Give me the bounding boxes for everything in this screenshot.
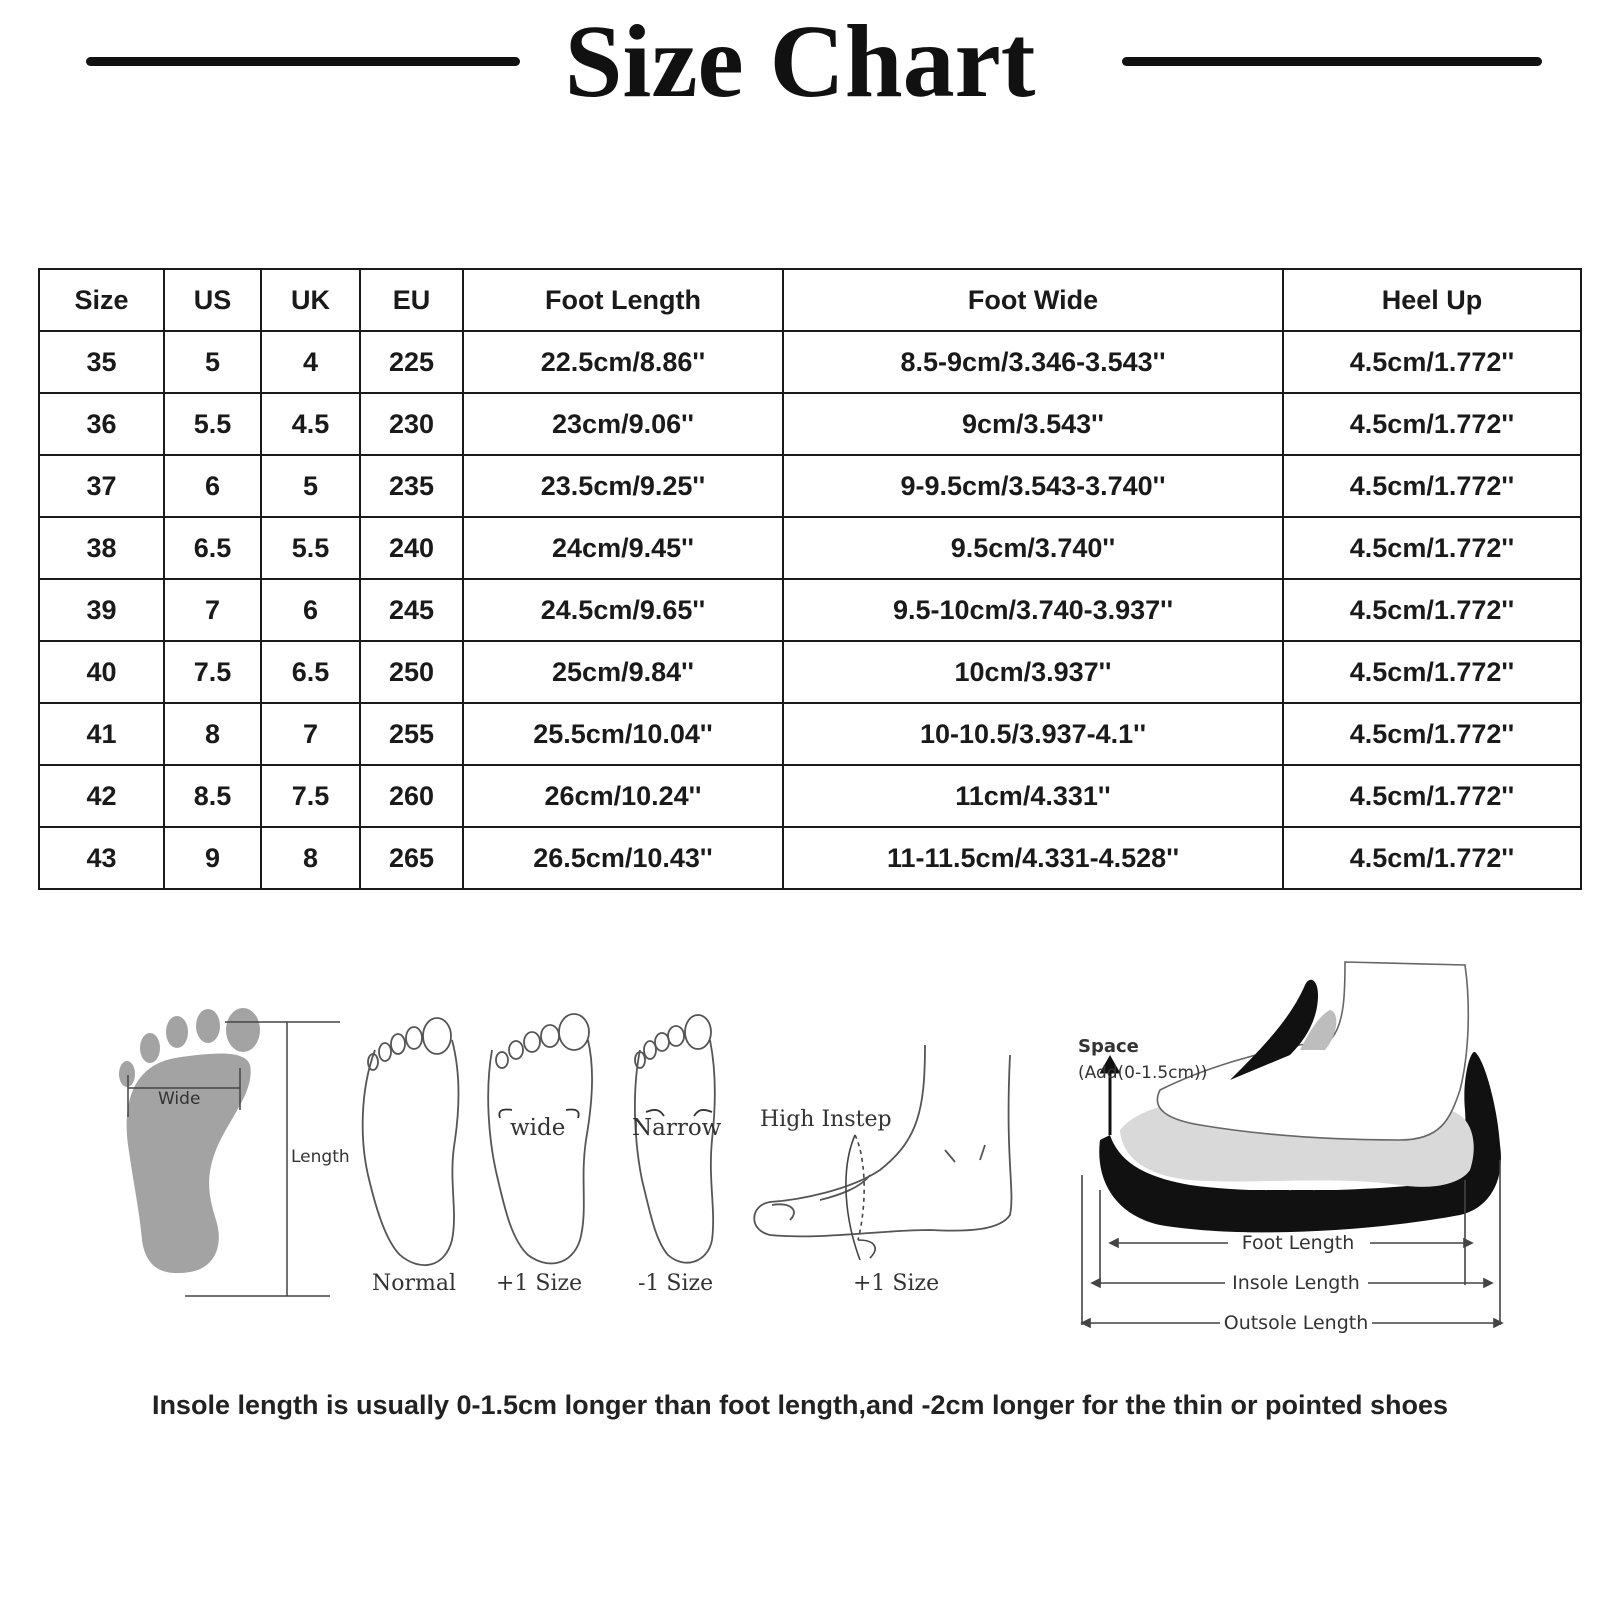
cell-size: 42 — [39, 765, 164, 827]
cell-uk: 4.5 — [261, 393, 360, 455]
plus-one-size-label: +1 Size — [496, 1271, 583, 1296]
footprint-icon — [119, 1008, 260, 1273]
cell-us: 8.5 — [164, 765, 261, 827]
table-row — [39, 455, 1581, 517]
cell-eu: 225 — [360, 331, 463, 393]
cell-eu: 240 — [360, 517, 463, 579]
cell-eu: 245 — [360, 579, 463, 641]
cell-size: 43 — [39, 827, 164, 889]
table-row — [39, 765, 1581, 827]
cell-heel-up: 4.5cm/1.772'' — [1283, 517, 1581, 579]
cell-size: 35 — [39, 331, 164, 393]
cell-foot-wide: 9-9.5cm/3.543-3.740'' — [783, 455, 1283, 517]
cell-size: 37 — [39, 455, 164, 517]
cell-eu: 250 — [360, 641, 463, 703]
cell-heel-up: 4.5cm/1.772'' — [1283, 765, 1581, 827]
cell-uk: 7 — [261, 703, 360, 765]
cell-foot-length: 26cm/10.24'' — [463, 765, 783, 827]
outsole-length-label: Outsole Length — [1223, 1312, 1369, 1334]
header-heel-up: Heel Up — [1283, 269, 1581, 331]
cell-size: 38 — [39, 517, 164, 579]
cell-heel-up: 4.5cm/1.772'' — [1283, 579, 1581, 641]
cell-uk: 6.5 — [261, 641, 360, 703]
cell-foot-length: 23.5cm/9.25'' — [463, 455, 783, 517]
cell-us: 6.5 — [164, 517, 261, 579]
instep-strap-icon — [846, 1135, 875, 1260]
space-label: Space — [1078, 1036, 1139, 1057]
cell-uk: 5 — [261, 455, 360, 517]
cell-eu: 235 — [360, 455, 463, 517]
cell-foot-length: 25.5cm/10.04'' — [463, 703, 783, 765]
table-row — [39, 641, 1581, 703]
table-row — [39, 827, 1581, 889]
cell-size: 41 — [39, 703, 164, 765]
minus-one-size-label: -1 Size — [638, 1271, 714, 1296]
header-us: US — [164, 269, 261, 331]
cell-uk: 4 — [261, 331, 360, 393]
cell-foot-wide: 8.5-9cm/3.346-3.543'' — [783, 331, 1283, 393]
cell-us: 9 — [164, 827, 261, 889]
measurement-diagrams — [0, 940, 1600, 1360]
cell-foot-length: 24cm/9.45'' — [463, 517, 783, 579]
cell-foot-wide: 11-11.5cm/4.331-4.528'' — [783, 827, 1283, 889]
cell-heel-up: 4.5cm/1.772'' — [1283, 641, 1581, 703]
cell-size: 36 — [39, 393, 164, 455]
insole-length-label: Insole Length — [1232, 1272, 1360, 1294]
diagram-canvas — [0, 940, 1600, 1360]
header-eu: EU — [360, 269, 463, 331]
table-header-row — [39, 269, 1581, 331]
cell-size: 39 — [39, 579, 164, 641]
wide-foot-label: wide — [510, 1115, 566, 1141]
insole-footnote: Insole length is usually 0-1.5cm longer than foot length,and -2cm longer for the thin or pointed shoes — [151, 1390, 1449, 1420]
cell-heel-up: 4.5cm/1.772'' — [1283, 393, 1581, 455]
title-rule-right — [1122, 57, 1542, 66]
table-row — [39, 393, 1581, 455]
normal-foot-icon — [363, 1018, 459, 1265]
cell-eu: 230 — [360, 393, 463, 455]
cell-foot-length: 24.5cm/9.65'' — [463, 579, 783, 641]
shoe-section-icon — [1099, 962, 1501, 1232]
wide-label: Wide — [158, 1089, 201, 1109]
cell-foot-wide: 10cm/3.937'' — [783, 641, 1283, 703]
cell-heel-up: 4.5cm/1.772'' — [1283, 331, 1581, 393]
foot-length-label: Foot Length — [1241, 1232, 1355, 1254]
cell-foot-wide: 10-10.5/3.937-4.1'' — [783, 703, 1283, 765]
plus-one-size-instep-label: +1 Size — [853, 1271, 940, 1296]
cell-foot-wide: 9cm/3.543'' — [783, 393, 1283, 455]
header-uk: UK — [261, 269, 360, 331]
cell-eu: 255 — [360, 703, 463, 765]
normal-label: Normal — [372, 1271, 457, 1296]
table-row — [39, 331, 1581, 393]
cell-foot-wide: 11cm/4.331'' — [783, 765, 1283, 827]
header-foot-wide: Foot Wide — [783, 269, 1283, 331]
table-row — [39, 703, 1581, 765]
cell-us: 8 — [164, 703, 261, 765]
cell-uk: 5.5 — [261, 517, 360, 579]
cell-uk: 7.5 — [261, 765, 360, 827]
cell-uk: 8 — [261, 827, 360, 889]
cell-foot-wide: 9.5-10cm/3.740-3.937'' — [783, 579, 1283, 641]
high-instep-foot-icon — [754, 1045, 1011, 1236]
size-table — [38, 268, 1582, 890]
cell-foot-length: 25cm/9.84'' — [463, 641, 783, 703]
cell-foot-wide: 9.5cm/3.740'' — [783, 517, 1283, 579]
length-label: Length — [291, 1147, 350, 1167]
header-size: Size — [39, 269, 164, 331]
cell-uk: 6 — [261, 579, 360, 641]
table-row — [39, 517, 1581, 579]
high-instep-label: High Instep — [760, 1107, 892, 1132]
cell-foot-length: 22.5cm/8.86'' — [463, 331, 783, 393]
table-row — [39, 579, 1581, 641]
cell-foot-length: 26.5cm/10.43'' — [463, 827, 783, 889]
page-title: Size Chart — [564, 4, 1036, 119]
cell-us: 7 — [164, 579, 261, 641]
cell-heel-up: 4.5cm/1.772'' — [1283, 827, 1581, 889]
space-add-label: (Add(0-1.5cm)) — [1078, 1063, 1208, 1083]
cell-eu: 260 — [360, 765, 463, 827]
cell-eu: 265 — [360, 827, 463, 889]
cell-foot-length: 23cm/9.06'' — [463, 393, 783, 455]
cell-heel-up: 4.5cm/1.772'' — [1283, 703, 1581, 765]
title-banner — [0, 0, 1600, 130]
header-foot-length: Foot Length — [463, 269, 783, 331]
cell-us: 5 — [164, 331, 261, 393]
cell-us: 7.5 — [164, 641, 261, 703]
cell-us: 6 — [164, 455, 261, 517]
cell-size: 40 — [39, 641, 164, 703]
narrow-label: Narrow — [632, 1115, 722, 1141]
cell-heel-up: 4.5cm/1.772'' — [1283, 455, 1581, 517]
cell-us: 5.5 — [164, 393, 261, 455]
